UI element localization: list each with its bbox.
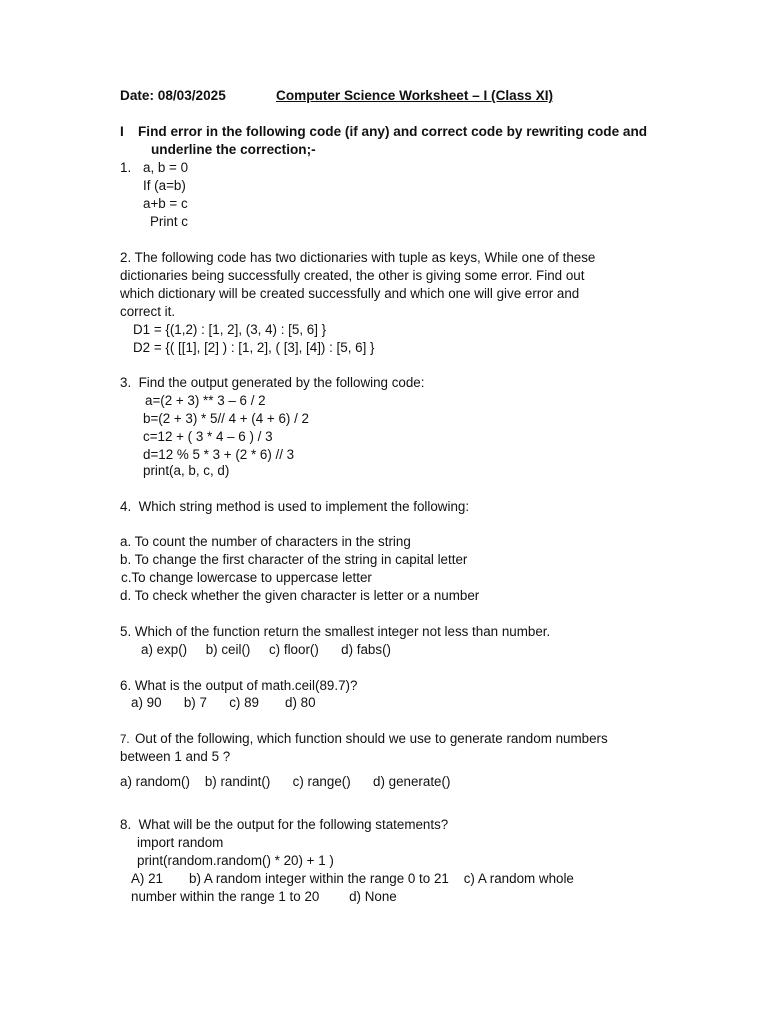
q1-code-line: If (a=b) (143, 178, 186, 193)
q2-text-line: dictionaries being successfully created, the other is giving some error. Find out (120, 268, 585, 283)
q8-options-line1: A) 21 b) A random integer within the range 0 to 21 c) A random whole (131, 871, 574, 886)
q2-text-line: correct it. (120, 304, 176, 319)
q1-number: 1. (120, 160, 132, 175)
q4-item: a. To count the number of characters in the string (120, 534, 411, 549)
q2-code-d1: D1 = {(1,2) : [1, 2], (3, 4) : [5, 6] } (133, 322, 327, 337)
q4-item: b. To change the first character of the string in capital letter (120, 552, 468, 567)
q7-prompt-line1: Out of the following, which function should we use to generate random numbers (135, 731, 608, 746)
q3-prompt: 3. Find the output generated by the following code: (120, 375, 425, 390)
worksheet-title: Computer Science Worksheet – I (Class XI) (276, 88, 553, 103)
worksheet-date: Date: 08/03/2025 (120, 88, 226, 103)
q1-code-line: Print c (150, 214, 188, 229)
q1-code-line: a+b = c (143, 196, 188, 211)
q4-prompt: 4. Which string method is used to implement the following: (120, 499, 470, 514)
q3-code-line: a=(2 + 3) ** 3 – 6 / 2 (145, 393, 266, 408)
q6-prompt: 6. What is the output of math.ceil(89.7)? (120, 678, 358, 693)
q4-item: c.To change lowercase to uppercase letter (121, 570, 372, 585)
q8-code-line: import random (137, 835, 224, 850)
q7-number: 7. (120, 734, 130, 746)
q3-code-line: d=12 % 5 * 3 + (2 * 6) // 3 (143, 447, 295, 462)
q6-options: a) 90 b) 7 c) 89 d) 80 (131, 695, 316, 710)
q8-code-line: print(random.random() * 20) + 1 ) (137, 853, 334, 868)
q2-code-d2: D2 = {( [[1], [2] ) : [1, 2], ( [3], [4]) : [5, 6] } (133, 340, 375, 355)
q2-text-line: 2. The following code has two dictionaries with tuple as keys, While one of these (120, 250, 596, 265)
q5-options: a) exp() b) ceil() c) floor() d) fabs() (141, 642, 391, 657)
q5-prompt: 5. Which of the function return the smallest integer not less than number. (120, 624, 551, 639)
section-number: I (120, 124, 124, 139)
q2-text-line: which dictionary will be created successfully and which one will give error and (120, 286, 580, 301)
q7-prompt-line2: between 1 and 5 ? (120, 749, 231, 764)
q7-options: a) random() b) randint() c) range() d) generate() (120, 774, 451, 789)
q3-code-line: print(a, b, c, d) (143, 463, 230, 478)
section-heading-line1: Find error in the following code (if any) and correct code by rewriting code and (138, 124, 648, 139)
q8-options-line2: number within the range 1 to 20 d) None (131, 889, 397, 904)
q8-prompt: 8. What will be the output for the following statements? (120, 817, 449, 832)
q1-code-line: a, b = 0 (143, 160, 189, 175)
q4-item: d. To check whether the given character is letter or a number (120, 588, 480, 603)
section-heading-line2: underline the correction;- (151, 142, 316, 157)
q3-code-line: c=12 + ( 3 * 4 – 6 ) / 3 (143, 429, 273, 444)
q3-code-line: b=(2 + 3) * 5// 4 + (4 + 6) / 2 (143, 411, 309, 426)
